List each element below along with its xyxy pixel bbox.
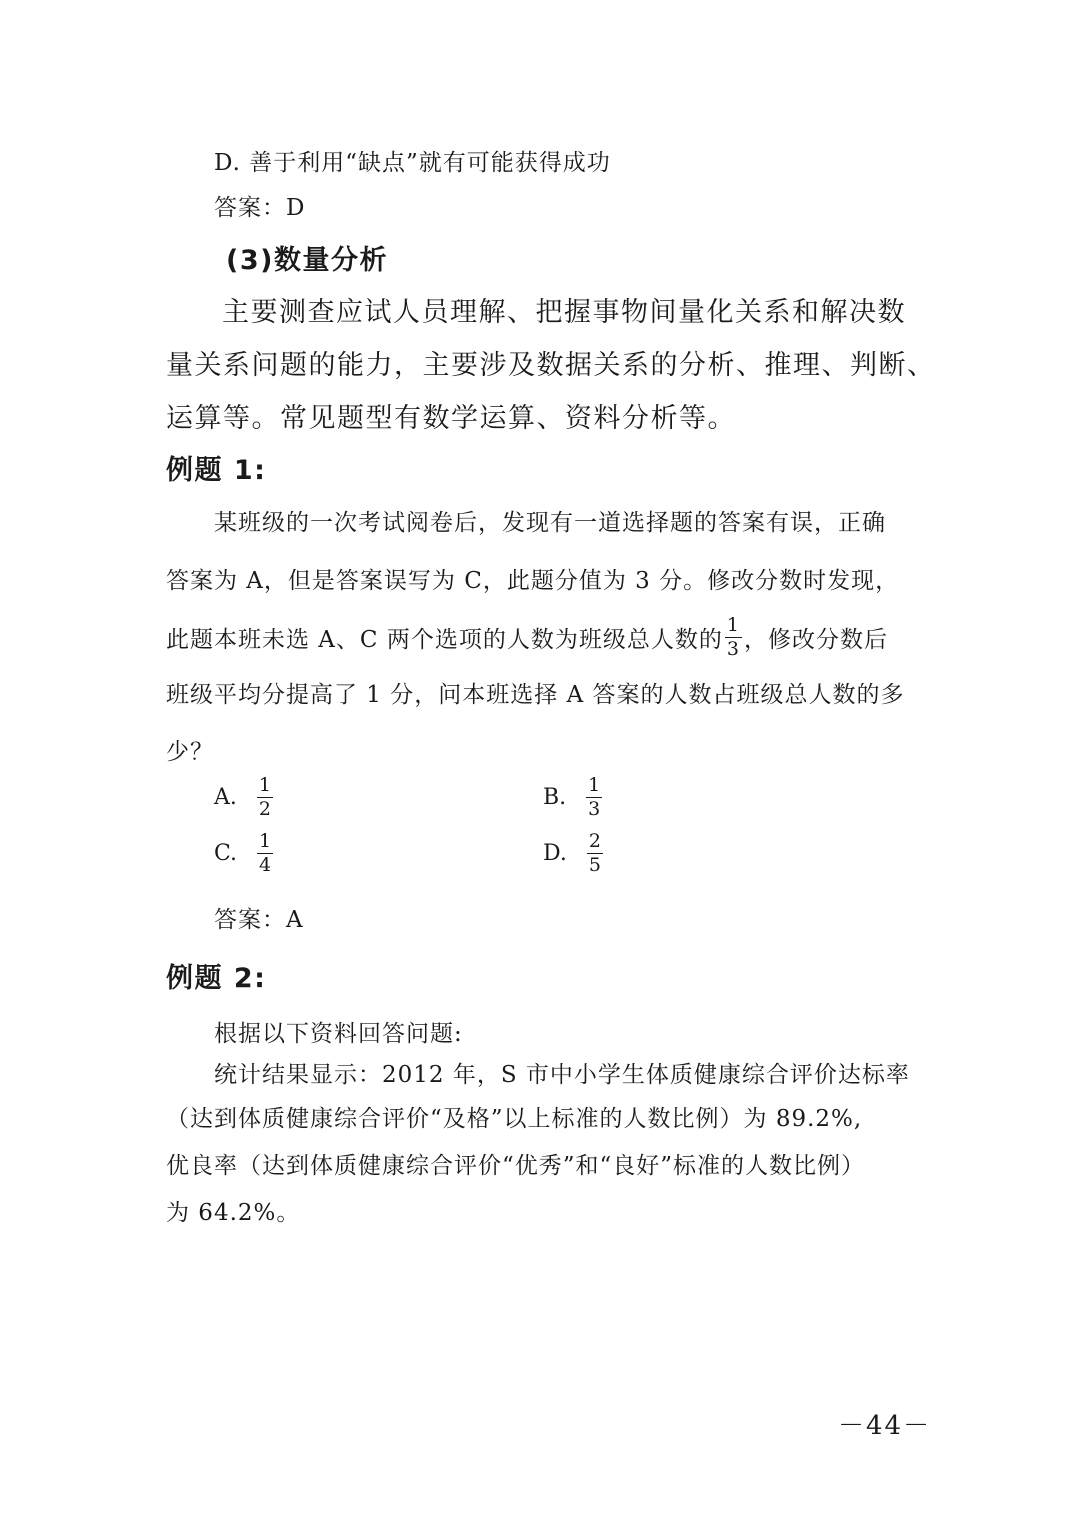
option-a-num: 1 <box>258 774 271 796</box>
option-d-prev: D. 善于利用“缺点”就有可能获得成功 <box>214 150 611 176</box>
inline-fraction-den: 3 <box>726 638 740 660</box>
section-para-line-3: 运算等。常见题型有数学运算、资料分析等。 <box>166 403 736 434</box>
option-b <box>543 776 604 819</box>
example1-line-2: 答案为 A，但是答案误写为 C，此题分值为 3 分。修改分数时发现， <box>166 568 900 594</box>
example1-line-4: 班级平均分提高了 1 分，问本班选择 A 答案的人数占班级总人数的多 <box>166 682 905 708</box>
example1-label: 例题 1: <box>166 455 267 486</box>
inline-fraction <box>725 616 742 659</box>
option-a <box>214 776 275 819</box>
option-b-letter: B. <box>543 785 567 810</box>
example1-line-3 <box>166 616 888 659</box>
example2-line-5: 为 64.2%。 <box>166 1200 301 1226</box>
option-d-num: 2 <box>588 830 601 852</box>
example2-line-1: 根据以下资料回答问题: <box>214 1021 463 1047</box>
option-c-den: 4 <box>259 854 272 876</box>
example1-answer: 答案：A <box>214 907 304 933</box>
option-a-letter: A. <box>214 785 237 810</box>
option-a-den: 2 <box>258 798 271 820</box>
example1-line-3-tail: ，修改分数后 <box>743 627 888 653</box>
example1-line-1: 某班级的一次考试阅卷后，发现有一道选择题的答案有误，正确 <box>214 510 886 536</box>
option-c-num: 1 <box>259 830 272 852</box>
section-para-line-1: 主要测查应试人员理解、把握事物间量化关系和解决数 <box>222 297 906 328</box>
example2-label: 例题 2: <box>166 963 267 994</box>
example2-line-2: 统计结果显示：2012 年，S 市中小学生体质健康综合评价达标率 <box>214 1062 910 1088</box>
option-b-fraction <box>586 776 602 819</box>
option-d-den: 5 <box>588 854 601 876</box>
option-d <box>543 832 605 875</box>
example1-line-5: 少？ <box>166 739 214 765</box>
option-b-den: 3 <box>588 798 601 820</box>
option-c-fraction <box>257 832 273 875</box>
option-a-fraction <box>257 776 273 819</box>
option-d-fraction <box>587 832 603 875</box>
option-d-letter: D. <box>543 841 567 866</box>
page-number: －44－ <box>838 1411 932 1441</box>
example2-line-4: 优良率（达到体质健康综合评价“优秀”和“良好”标准的人数比例） <box>166 1153 866 1179</box>
answer-prev: 答案：D <box>214 195 306 221</box>
option-b-num: 1 <box>588 774 601 796</box>
inline-fraction-num: 1 <box>726 614 740 636</box>
option-c <box>214 832 275 875</box>
section-para-line-2: 量关系问题的能力，主要涉及数据关系的分析、推理、判断、 <box>166 350 936 381</box>
example2-line-3: （达到体质健康综合评价“及格”以上标准的人数比例）为 89.2%, <box>166 1106 863 1132</box>
option-c-letter: C. <box>214 841 238 866</box>
example1-line-3-text: 此题本班未选 A、C 两个选项的人数为班级总人数的 <box>166 627 723 653</box>
section-heading: (3)数量分析 <box>226 245 388 276</box>
